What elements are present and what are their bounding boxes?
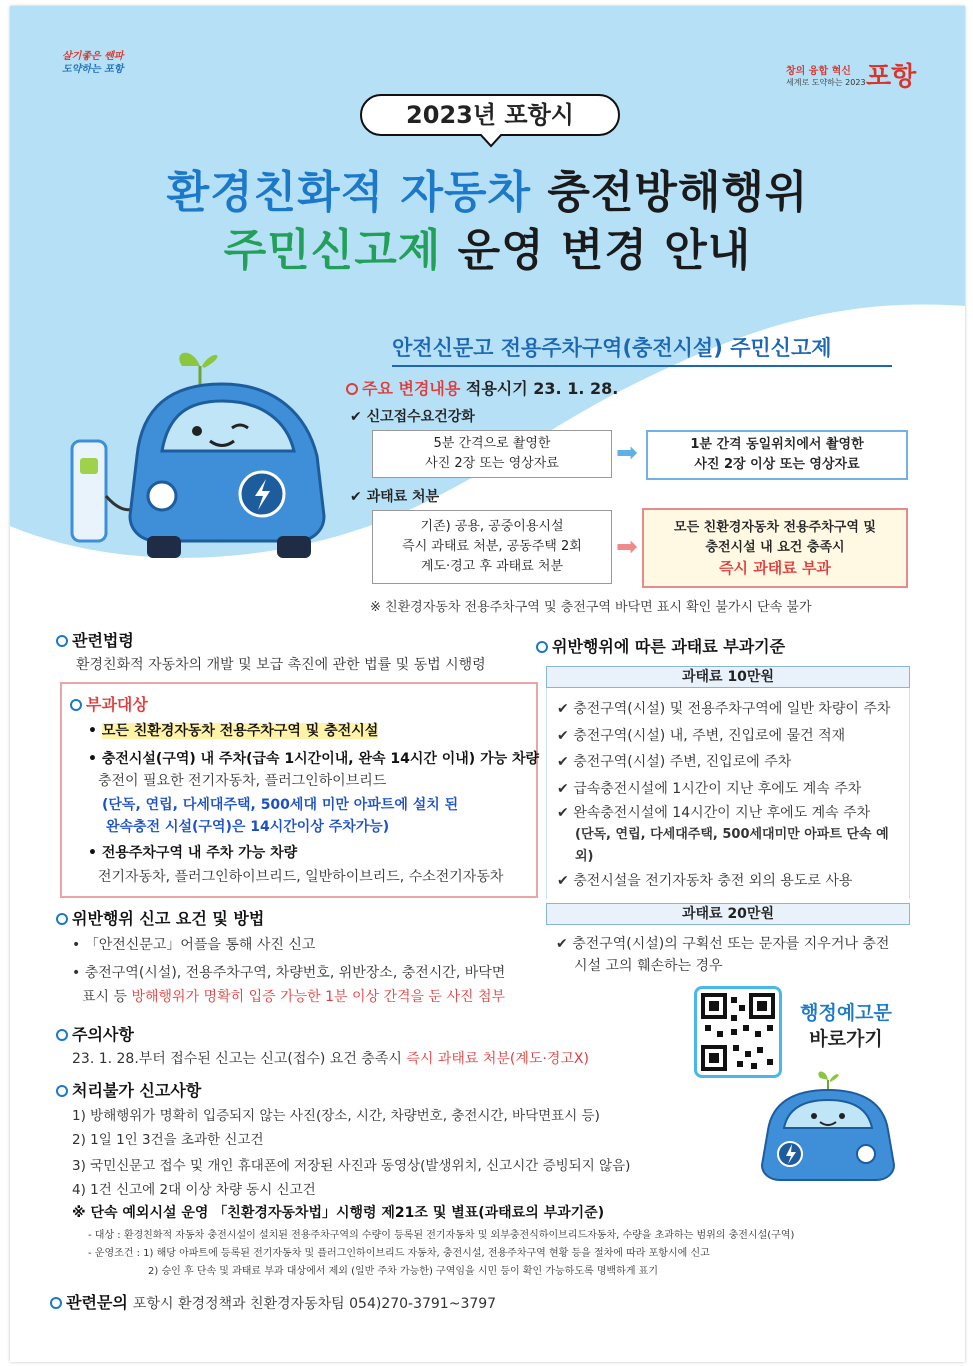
report-bullet2-line2: 표시 등 방해행위가 명확히 입증 가능한 1분 이상 간격을 둔 사진 첨부 — [82, 989, 506, 1005]
qr-code[interactable] — [694, 986, 782, 1078]
target-bullet3: • 전용주차구역 내 주차 가능 차량 — [88, 845, 298, 861]
bullet-icon — [70, 699, 82, 711]
fine-tier2-header: 과태료 20만원 — [546, 903, 910, 925]
reject-detail: 2) 승인 후 단속 및 과태료 부과 대상에서 제외 (일반 주차 가능한) 구역임을 시민 등이 확인 가능하도록 명백하게 표기 — [148, 1266, 658, 1277]
item2-before-box: 기존) 공용, 공중이용시설 즉시 과태료 처분, 공동주택 2회 계도·경고 후 과태료 처분 — [372, 510, 612, 584]
fine-item: ✔ 급속충전시설에 1시간이 지난 후에도 계속 주차 — [557, 780, 862, 797]
fine-item: ✔ 완속충전시설에 14시간이 지난 후에도 계속 주차 — [557, 805, 871, 821]
pohang-wordmark: 포항 — [866, 62, 917, 92]
report-bullet2: • 충전구역(시설), 전용주차구역, 차량번호, 위반장소, 충전시간, 바닥면 — [72, 965, 506, 981]
fine-item-note: (단독, 연립, 다세대주택, 500세대미만 아파트 단속 예외) — [575, 827, 889, 864]
fines-title: 위반행위에 따른 과태료 부과기준 — [536, 634, 785, 657]
main-title-line1: 환경친화적 자동차 충전방해행위 — [166, 167, 809, 218]
law-title: 관련법령 — [56, 628, 134, 651]
item1-before-box: 5분 간격으로 촬영한 사진 2장 또는 영상자료 — [372, 430, 612, 478]
target-bullet2-sub: 충전이 필요한 전기자동차, 플러그인하이브리드 — [98, 773, 387, 789]
target-bullet2: • 충전시설(구역) 내 주차(급속 1시간이내, 완속 14시간 이내) 가능 차량 — [88, 751, 540, 767]
item1-after-box: 1분 간격 동일위치에서 촬영한 사진 2장 이상 또는 영상자료 — [646, 430, 908, 480]
change-section-title: 안전신문고 전용주차구역(충전시설) 주민신고제 — [392, 332, 892, 367]
target-bullet2-note2: 완속충전 시설(구역)은 14시간이상 주차가능) — [106, 819, 390, 835]
target-bullet2-note1: (단독, 연립, 다세대주택, 500세대 미만 아파트에 설치 된 — [102, 797, 459, 813]
change-item2-title: ✔ 과태료 처분 — [350, 489, 440, 505]
target-bullet1: • 모든 친환경자동차 전용주차구역 및 충전시설 — [88, 723, 379, 739]
bullet-icon — [56, 635, 68, 647]
reject-detail: - 대상 : 환경친화적 자동차 충전시설이 설치된 전용주차구역의 수량이 등록된 전기자동차 및 외부충전식하이브리드자동차, 수량을 초과하는 범위의 충전시설(구역) — [88, 1230, 795, 1241]
ev-car-illustration — [62, 346, 352, 566]
fine-tier1-header: 과태료 10만원 — [546, 666, 910, 688]
fine-item: ✔ 충전구역(시설) 및 전용주차구역에 일반 차량이 주차 — [557, 701, 891, 717]
change-label: 주요 변경내용 적용시기 23. 1. 28. — [346, 376, 618, 399]
fine-item: ✔ 충전구역(시설)의 구획선 또는 문자를 지우거나 충전 — [556, 935, 890, 952]
fine-item: ✔ 충전구역(시설) 내, 주변, 진입로에 물건 적재 — [557, 727, 846, 744]
badge-pointer-icon — [480, 134, 502, 148]
reject-detail: - 운영조건 : 1) 해당 아파트에 등록된 전기자동차 및 플러그인하이브리드 자동차, 충전시설, 전용주차구역 현황 등을 절차에 따라 포항시에 신고 — [88, 1248, 710, 1259]
qr-link-label[interactable]: 행정예고문 바로가기 — [800, 1002, 892, 1050]
report-title: 위반행위 신고 요건 및 방법 — [56, 906, 264, 929]
arrow-right-icon: ➡ — [616, 438, 638, 468]
change-note: ※ 친환경자동차 전용주차구역 및 충전구역 바닥면 표시 확인 불가시 단속 불가 — [370, 600, 812, 615]
slogan-tag: 창의 융합 혁신 — [786, 66, 851, 77]
report-bullet1: • 「안전신문고」어플을 통해 사진 신고 — [72, 937, 316, 953]
reject-item: 1) 방해행위가 명확히 입증되지 않는 사진(장소, 시간, 차량번호, 충전시간, 바닥면표시 등) — [72, 1108, 600, 1124]
bullet-icon — [56, 1085, 68, 1097]
bullet-icon — [346, 383, 358, 395]
caution-text: 23. 1. 28.부터 접수된 신고는 신고(접수) 요건 충족시 즉시 과태료 처분(계도·경고X) — [72, 1051, 589, 1067]
reject-item: 3) 국민신문고 접수 및 개인 휴대폰에 저장된 사진과 동영상(발생위치, 신고시간 증빙되지 않음) — [72, 1158, 631, 1174]
reject-exception: ※ 단속 예외시설 운영 「친환경자동차법」시행령 제21조 및 별표(과태료의 부과기준) — [72, 1205, 605, 1221]
poster — [10, 6, 965, 1362]
contact-line: 관련문의 포항시 환경정책과 친환경자동차팀 054)270-3791~3797 — [50, 1290, 496, 1313]
fines-panel — [546, 666, 910, 985]
reject-item: 4) 1건 신고에 2대 이상 차량 동시 신고건 — [72, 1182, 316, 1198]
slogan-sub: 세계로 도약하는 2023 — [786, 78, 866, 87]
fine-item: ✔ 충전시설을 전기자동차 충전 외의 용도로 사용 — [557, 873, 853, 889]
law-text: 환경친화적 자동차의 개발 및 보급 촉진에 관한 법률 및 동법 시행령 — [76, 657, 486, 673]
main-title-line2: 주민신고제 운영 변경 안내 — [223, 225, 752, 276]
bullet-icon — [536, 641, 548, 653]
pohang-logo — [786, 62, 926, 92]
target-title: 부과대상 — [70, 692, 148, 715]
fine-item-cont: 시설 고의 훼손하는 경우 — [574, 957, 723, 974]
reject-item: 2) 1일 1인 3건을 초과한 신고건 — [72, 1132, 264, 1148]
bullet-icon — [56, 1029, 68, 1041]
year-badge: 2023년 포항시 — [360, 94, 620, 136]
small-ev-car-illustration — [748, 1070, 908, 1190]
bullet-icon — [56, 913, 68, 925]
slogan-logo-left: 살기좋은 쎈파 도약하는 포항 — [62, 51, 124, 75]
item2-after-box: 모든 친환경자동차 전용주차구역 및 충전시설 내 요건 충족시 즉시 과태료 부과 — [642, 508, 908, 588]
caution-title: 주의사항 — [56, 1022, 134, 1045]
arrow-right-icon: ➡ — [616, 532, 638, 562]
fine-item: ✔ 충전구역(시설) 주변, 진입로에 주차 — [557, 754, 792, 770]
target-bullet3-sub: 전기자동차, 플러그인하이브리드, 일반하이브리드, 수소전기자동차 — [98, 869, 504, 885]
reject-title: 처리불가 신고사항 — [56, 1078, 201, 1101]
bullet-icon — [50, 1297, 62, 1309]
qr-pattern-icon — [697, 989, 779, 1075]
change-item1-title: ✔ 신고접수요건강화 — [350, 409, 475, 425]
